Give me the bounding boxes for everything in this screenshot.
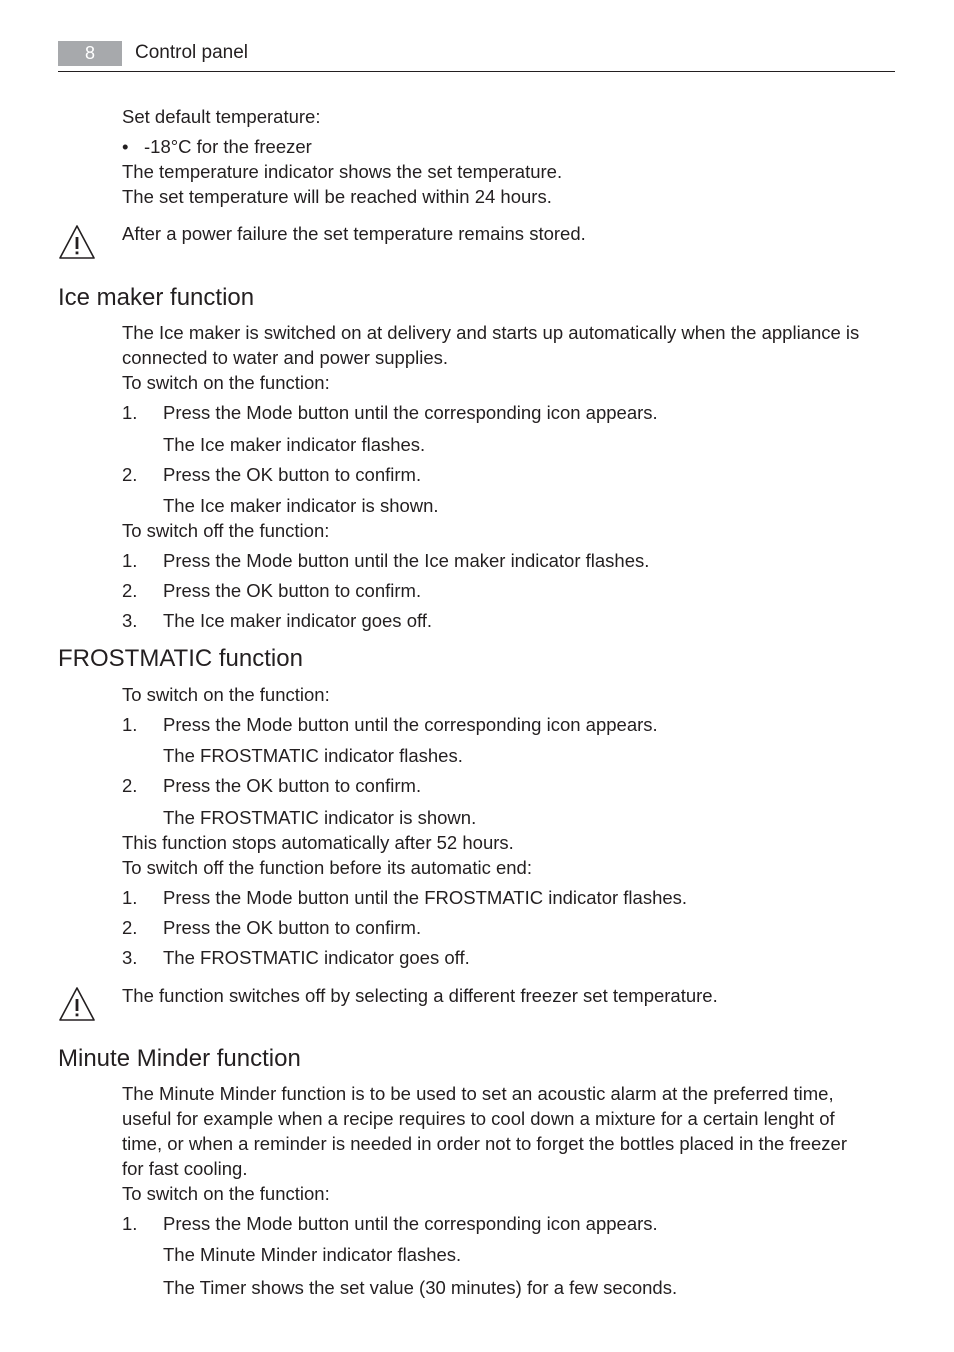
frostmatic-note: This function stops automatically after 52 hours. (122, 832, 514, 853)
page-number: 8 (58, 41, 122, 66)
power-failure-warning: After a power failure the set temperature remains stored. (122, 223, 586, 244)
step-result: The Ice maker indicator flashes. (163, 434, 426, 455)
step-result: The FROSTMATIC indicator flashes. (163, 745, 463, 766)
page-header (58, 40, 895, 72)
step-text: Press the OK button to confirm. (163, 464, 422, 485)
minute-minder-desc-2: useful for example when a recipe requires to cool down a mixture for a certain lenght of (122, 1108, 835, 1129)
step-text: Press the OK button to confirm. (163, 775, 422, 796)
intro-line-2: The set temperature will be reached within 24 hours. (122, 186, 552, 207)
ice-maker-desc-2: connected to water and power supplies. (122, 347, 449, 368)
step-text: The Ice maker indicator goes off. (163, 610, 433, 631)
step-text: Press the OK button to confirm. (163, 917, 422, 938)
step-number: 3. (122, 610, 138, 631)
step-text: Press the Mode button until the Ice maker indicator flashes. (163, 550, 650, 571)
step-text: Press the Mode button until the corresponding icon appears. (163, 402, 658, 423)
step-number: 1. (122, 402, 138, 423)
default-temp-label: Set default temperature: (122, 106, 321, 127)
minute-minder-heading: Minute Minder function (58, 1045, 301, 1072)
intro-line-1: The temperature indicator shows the set temperature. (122, 161, 563, 182)
step-number: 2. (122, 917, 138, 938)
step-result: The FROSTMATIC indicator is shown. (163, 807, 477, 828)
step-text: Press the OK button to confirm. (163, 580, 422, 601)
bullet-item: -18°C for the freezer (144, 136, 312, 157)
step-number: 1. (122, 1213, 138, 1234)
frostmatic-heading: FROSTMATIC function (58, 645, 303, 672)
step-result: The Minute Minder indicator flashes. (163, 1244, 462, 1265)
step-text: Press the Mode button until the corresponding icon appears. (163, 1213, 658, 1234)
minute-minder-desc-3: time, or when a reminder is needed in order not to forget the bottles placed in the freezer (122, 1133, 847, 1154)
step-number: 3. (122, 947, 138, 968)
bullet-marker: • (122, 136, 129, 157)
frostmatic-warning: The function switches off by selecting a different freezer set temperature. (122, 985, 718, 1006)
frostmatic-off-label: To switch off the function before its automatic end: (122, 857, 532, 878)
ice-maker-off-label: To switch off the function: (122, 520, 330, 541)
step-number: 1. (122, 887, 138, 908)
minute-minder-desc-4: for fast cooling. (122, 1158, 248, 1179)
ice-maker-desc-1: The Ice maker is switched on at delivery and starts up automatically when the appliance is (122, 322, 860, 343)
step-number: 1. (122, 550, 138, 571)
step-text: The FROSTMATIC indicator goes off. (163, 947, 470, 968)
ice-maker-on-label: To switch on the function: (122, 372, 330, 393)
step-text: Press the Mode button until the FROSTMATIC indicator flashes. (163, 887, 688, 908)
minute-minder-desc-1: The Minute Minder function is to be used to set an acoustic alarm at the preferred time, (122, 1083, 834, 1104)
step-result: The Timer shows the set value (30 minutes) for a few seconds. (163, 1277, 678, 1298)
step-number: 2. (122, 580, 138, 601)
section-name: Control panel (135, 42, 249, 63)
minute-minder-on-label: To switch on the function: (122, 1183, 330, 1204)
frostmatic-on-label: To switch on the function: (122, 684, 330, 705)
warning-icon (58, 986, 96, 1022)
step-result: The Ice maker indicator is shown. (163, 495, 439, 516)
ice-maker-heading: Ice maker function (58, 284, 255, 311)
step-text: Press the Mode button until the corresponding icon appears. (163, 714, 658, 735)
warning-icon (58, 224, 96, 260)
step-number: 2. (122, 775, 138, 796)
step-number: 1. (122, 714, 138, 735)
step-number: 2. (122, 464, 138, 485)
